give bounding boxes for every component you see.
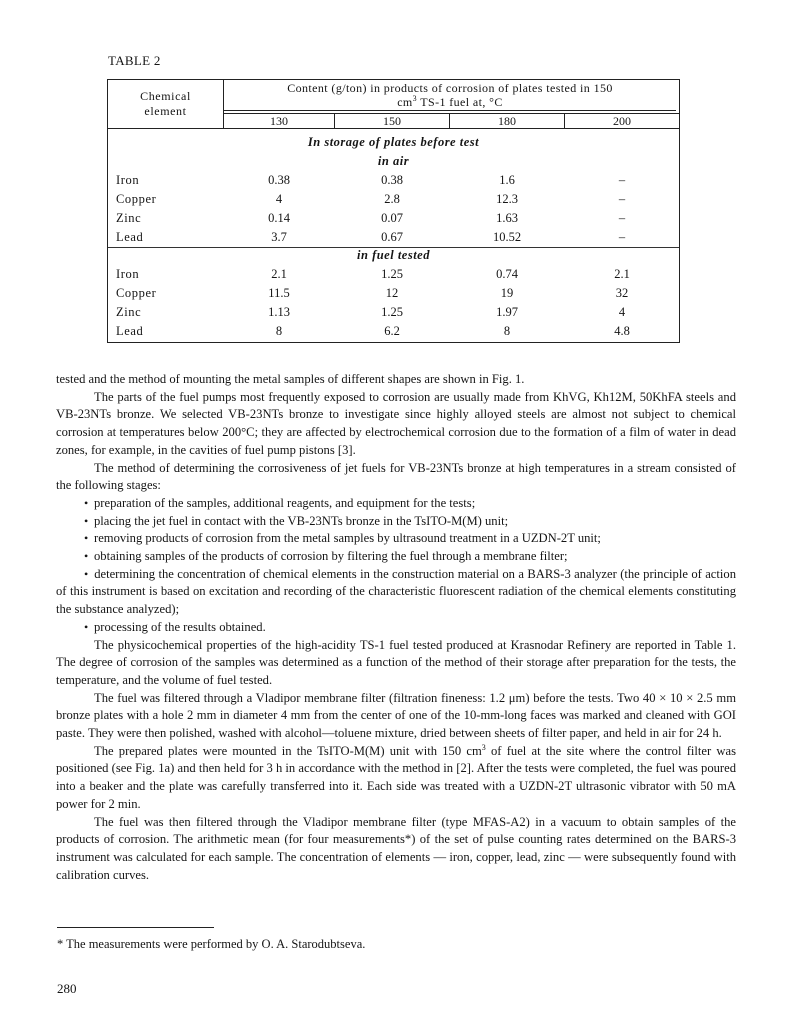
value-cell: 1.97	[496, 305, 518, 319]
value-cell: –	[618, 192, 626, 206]
paragraph: tested and the method of mounting the metal samples of different shapes are shown in Fig. 1.	[56, 372, 525, 386]
section-label-in-air: in air	[377, 154, 410, 168]
table-row	[108, 303, 679, 322]
element-name-cell: Zinc	[116, 211, 142, 225]
element-name-cell: Copper	[116, 192, 157, 206]
value-cell: 8	[275, 324, 283, 338]
value-cell: 10.52	[492, 230, 522, 244]
table-row	[108, 265, 679, 284]
bullet-item: • preparation of the samples, additional reagents, and equipment for the tests;	[56, 495, 736, 513]
column-header-chemical-element	[108, 80, 224, 128]
bullet-item: • placing the jet fuel in contact with the VB-23NTs bronze in the TsITO-M(M) unit;	[56, 513, 736, 531]
bullet-icon: •	[84, 531, 89, 546]
group-header-line-1: Content (g/ton) in products of corrosion of plates tested in 150	[287, 81, 613, 95]
value-cell: 1.25	[381, 305, 403, 319]
table-caption: TABLE 2	[108, 53, 161, 68]
element-name-cell: Iron	[116, 173, 140, 187]
temperature-header-row	[224, 113, 679, 129]
table-row	[108, 284, 679, 303]
table-row	[108, 190, 679, 209]
bullet-icon: •	[84, 566, 89, 581]
element-name-cell: Lead	[116, 230, 144, 244]
paragraph: The fuel was filtered through a Vladipor membrane filter (filtration fineness: 1.2 μm) before the tests. Two 40 × 10 × 2.5 mm bronze plates with a hole 2 mm in diameter 4 mm from the center of one of the 10-mm-long faces was marked and cleaned with GOI paste. They were then polished, washed with alcohol—toluene mixture, dried between sheets of filter paper, and held in air for 24 h.	[56, 690, 736, 741]
value-cell: 19	[500, 286, 514, 300]
paragraph: The parts of the fuel pumps most frequently exposed to corrosion are usually made from KhVG, Kh12M, 50KhFA steels and VB-23NTs bronze. We selected VB-23NTs bronze to investigate since highly alloyed steels are almost not subject to chemical corrosion at temperatures below 200°C; they are affected by electrochemical corrosion due to the formation of a film of water in dead zones, for example, in the cavities of fuel pump pistons [3].	[56, 389, 736, 457]
footnote-rule	[57, 927, 214, 928]
value-cell: 2.1	[614, 267, 630, 281]
bullet-icon: •	[84, 495, 89, 510]
value-cell: 8	[503, 324, 511, 338]
bullet-item: • processing of the results obtained.	[56, 619, 736, 637]
value-cell: 0.38	[381, 173, 403, 187]
value-cell: 0.07	[381, 211, 403, 225]
value-cell: 0.74	[496, 267, 518, 281]
header-rule	[108, 128, 679, 129]
paragraph: The prepared plates were mounted in the TsITO-M(M) unit with 150 $cm^3$ of fuel at the site where the control filter was positioned (see Fig. 1a) and then held for 3 h in accordance with the method in [2]. After the tests were completed, the fuel was poured into a beaker and the plate was carefully transferred into it. Each side was treated with a UZDN-2T ultrasonic vibrator with 50 mA power for 2 min.	[56, 742, 736, 811]
value-cell: –	[618, 230, 626, 244]
value-cell: 0.14	[268, 211, 290, 225]
element-name-cell: Zinc	[116, 305, 142, 319]
element-name-cell: Lead	[116, 324, 144, 338]
value-cell: 12.3	[496, 192, 518, 206]
bullet-item: • obtaining samples of the products of corrosion by filtering the fuel through a membrane filter;	[56, 548, 736, 566]
value-cell: –	[618, 211, 626, 225]
temp-header-150: 150	[383, 114, 401, 128]
group-header-line-2: $cm^3$ TS-1 fuel at, °C	[397, 94, 503, 109]
value-cell: 0.67	[381, 230, 403, 244]
value-cell: 2.8	[384, 192, 400, 206]
value-cell: 3.7	[271, 230, 287, 244]
bullet-icon: •	[84, 513, 89, 528]
value-cell: 4	[275, 192, 283, 206]
section-label-in-fuel: in fuel tested	[357, 248, 430, 262]
paragraph: The physicochemical properties of the high-acidity TS-1 fuel tested produced at Krasnodar Refinery are reported in Table 1. The degree of corrosion of the samples was determined as a function of the method of their storage after preparation for the tests, the temperature, and the volume of fuel tested.	[56, 637, 736, 687]
table-row	[108, 228, 679, 248]
column-header-line-2: element	[144, 104, 187, 118]
value-cell: 1.13	[268, 305, 290, 319]
bullet-icon: •	[84, 549, 89, 564]
value-cell: 0.38	[268, 173, 290, 187]
value-cell: –	[618, 173, 626, 187]
value-cell: 1.6	[499, 173, 515, 187]
value-cell: 1.63	[496, 211, 518, 225]
temp-header-130: 130	[270, 114, 288, 128]
column-header-line-1: Chemical	[140, 89, 191, 103]
value-cell: 4.8	[614, 324, 630, 338]
section-label-storage: In storage of plates before test	[307, 135, 480, 149]
value-cell: 11.5	[268, 286, 290, 300]
temp-header-200: 200	[613, 114, 631, 128]
body-text	[56, 371, 736, 884]
bullet-item: • removing products of corrosion from the metal samples by ultrasound treatment in a UZDN-2T unit;	[56, 530, 736, 548]
bullet-icon: •	[84, 619, 89, 634]
table-row	[108, 209, 679, 228]
value-cell: 1.25	[381, 267, 403, 281]
temp-header-180: 180	[498, 114, 516, 128]
bullet-item: • determining the concentration of chemical elements in the construction material on a BARS-3 analyzer (the principle of action of this instrument is based on excitation and recording of the characteristic fluorescent radiation of the chemical elements constituting the substance analyzed);	[56, 566, 736, 617]
value-cell: 32	[615, 286, 629, 300]
paragraph: The method of determining the corrosiveness of jet fuels for VB-23NTs bronze at high temperatures in a stream consisted of the following stages:	[56, 460, 736, 493]
corrosion-table	[107, 79, 680, 343]
value-cell: 12	[385, 286, 399, 300]
element-name-cell: Iron	[116, 267, 140, 281]
value-cell: 6.2	[384, 324, 400, 338]
page-number: 280	[57, 981, 77, 996]
value-cell: 2.1	[271, 267, 287, 281]
footnote: * The measurements were performed by O. A. Starodubtseva.	[57, 937, 366, 951]
table-row	[108, 171, 679, 190]
paragraph: The fuel was then filtered through the Vladipor membrane filter (type MFAS-A2) in a vacuum to obtain samples of the products of corrosion. The arithmetic mean (for four measurements*) of the set of pulse counting rates determined on the BARS-3 instrument was calculated for each sample. The concentration of elements — iron, copper, lead, zinc — were subsequently found with calibration curves.	[56, 814, 736, 882]
element-name-cell: Copper	[116, 286, 157, 300]
value-cell: 4	[618, 305, 626, 319]
column-group-header	[224, 81, 676, 111]
table-row	[108, 322, 679, 341]
